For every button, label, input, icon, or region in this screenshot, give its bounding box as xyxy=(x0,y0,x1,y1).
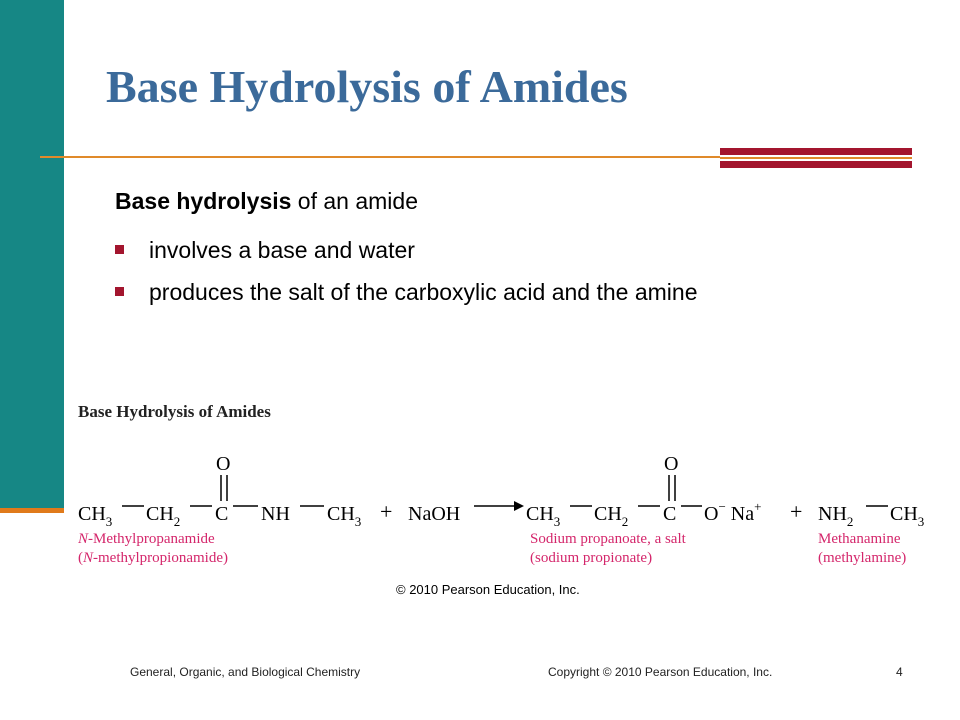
svg-text:CH3: $CH_3$ xyxy=(526,503,561,529)
salt-common-name-label: (sodium propionate) xyxy=(530,550,653,566)
svg-text:C: C xyxy=(215,503,229,525)
bullet-item: involves a base and water xyxy=(115,234,835,266)
intro-text xyxy=(115,188,418,215)
plus-sign-1: + xyxy=(380,499,393,524)
svg-text:O− Na+: O− Na+ xyxy=(704,499,762,525)
product-salt xyxy=(526,453,761,529)
plus-sign-2: + xyxy=(790,499,803,524)
bullet-square-icon xyxy=(115,287,124,296)
left-accent-bar-edge xyxy=(0,508,64,513)
amine-name-label: Methanamine xyxy=(818,531,901,547)
intro-rest: of an amide xyxy=(291,188,419,214)
svg-text:CH2: $CH_2$ xyxy=(146,503,181,529)
left-accent-bar xyxy=(0,0,64,512)
intro-bold: Base hydrolysis xyxy=(115,188,292,214)
bullet-square-icon xyxy=(115,245,124,254)
svg-text:O: O xyxy=(216,453,231,475)
title-underline xyxy=(40,156,720,158)
bullet-item: produces the salt of the carboxylic acid and the amine xyxy=(115,276,835,308)
svg-text:NH2: $NH_2$ xyxy=(818,503,854,529)
svg-text:CH3: $CH_3$ xyxy=(78,503,113,529)
salt-name-label: Sodium propanoate, a salt xyxy=(530,531,686,547)
title-accent-block xyxy=(720,148,912,168)
amide-common-name-label: (N-methylpropionamide) xyxy=(78,550,228,566)
svg-text:C: C xyxy=(663,503,677,525)
figure-copyright: © 2010 Pearson Education, Inc. xyxy=(396,582,580,597)
reactant-amide xyxy=(78,453,361,529)
page-number: 4 xyxy=(896,665,903,679)
svg-text:CH2: $CH_2$ xyxy=(594,503,629,529)
reagent-naoh: NaOH xyxy=(408,503,461,525)
slide-title: Base Hydrolysis of Amides xyxy=(106,61,628,112)
footer-copyright: Copyright © 2010 Pearson Education, Inc. xyxy=(548,665,773,679)
svg-text:NH: NH xyxy=(261,503,290,525)
svg-text:CH3: $CH_3$ xyxy=(327,503,362,529)
amide-name-label: N-Methylpropanamide xyxy=(78,531,215,547)
figure-heading: Base Hydrolysis of Amides xyxy=(78,402,271,421)
bullet-list xyxy=(115,234,835,318)
svg-text:CH3: $CH_3$ xyxy=(890,503,925,529)
reaction-figure xyxy=(78,395,938,600)
reaction-arrow-icon xyxy=(474,501,524,511)
product-amine xyxy=(818,503,924,529)
footer-course-title: General, Organic, and Biological Chemistry xyxy=(130,665,361,679)
amine-common-name-label: (methylamine) xyxy=(818,550,907,566)
svg-text:O: O xyxy=(664,453,679,475)
